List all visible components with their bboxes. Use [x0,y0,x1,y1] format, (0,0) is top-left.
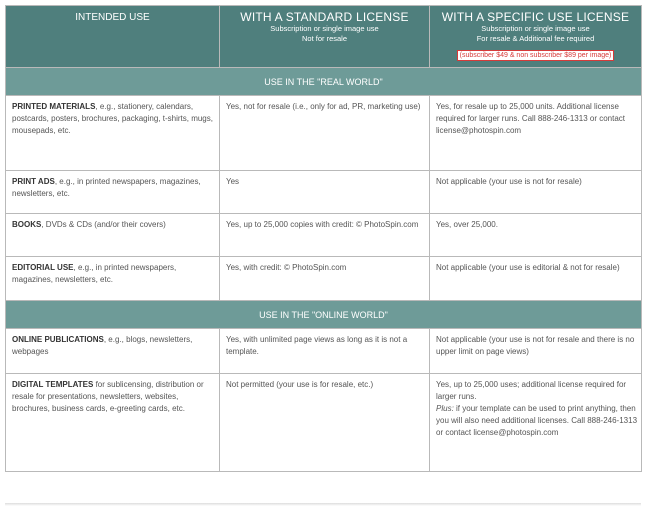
intended-use-cell [6,96,220,171]
use-label: EDITORIAL USE [12,263,74,272]
standard-license-sub1: Subscription or single image use [270,24,379,33]
intended-use-cell [6,171,220,214]
specific-license-title: WITH A SPECIFIC USE LICENSE [441,10,630,24]
specific-license-cell: Not applicable (your use is not for resale) [430,171,642,214]
header-intended-use: INTENDED USE [6,6,220,68]
table-row [6,96,642,171]
license-comparison-table [5,5,642,472]
specific-license-cell: Yes, for resale up to 25,000 units. Additional license required for larger runs. Call 888-246-1313 or contact license@photospin.com [430,96,642,171]
table-row [6,257,642,301]
use-description: for sublicensing, distribution or resale for presentations, newsletters, websites, brochures, business cards, e-greeting cards, etc. [12,380,204,413]
specific-license-price-note: (subscriber $49 & non subscriber $89 per image) [457,50,615,61]
use-description: , DVDs & CDs (and/or their covers) [41,220,166,229]
section-row-online-world [6,301,642,329]
table-bottom-shadow [5,503,641,506]
table-header-row [6,6,642,68]
use-description: , e.g., in printed newspapers, magazines, newsletters, etc. [12,177,201,198]
specific-license-cell: Not applicable (your use is editorial & not for resale) [430,257,642,301]
use-label: DIGITAL TEMPLATES [12,380,94,389]
standard-license-title: WITH A STANDARD LICENSE [240,10,409,24]
intended-use-cell [6,329,220,374]
use-label: PRINTED MATERIALS [12,102,96,111]
section-title-real-world: USE IN THE "REAL WORLD" [6,68,642,96]
standard-license-cell: Yes, up to 25,000 copies with credit: © PhotoSpin.com [220,214,430,257]
standard-license-cell: Yes, not for resale (i.e., only for ad, PR, marketing use) [220,96,430,171]
table-row [6,214,642,257]
specific-license-text-a: Yes, up to 25,000 uses; additional license required for larger runs. [436,380,627,401]
specific-license-sub2: For resale & Additional fee required [476,34,595,43]
table-row [6,329,642,374]
specific-license-text-b: if your template can be used to print anything, then you will also need additional licenses. Call 888-246-1313 or contact license@photospin.com [436,404,638,437]
specific-license-cell: Yes, over 25,000. [430,214,642,257]
table-row [6,374,642,472]
standard-license-cell: Yes, with credit: © PhotoSpin.com [220,257,430,301]
section-title-online-world: USE IN THE "ONLINE WORLD" [6,301,642,329]
standard-license-sub2: Not for resale [301,34,348,43]
specific-license-cell: Not applicable (your use is not for resale and there is no upper limit on page views) [430,329,642,374]
header-standard-license [220,6,430,68]
section-row-real-world [6,68,642,96]
specific-license-sub1: Subscription or single image use [481,24,590,33]
plus-label: Plus: [436,404,454,413]
intended-use-cell [6,374,220,472]
license-comparison-table-container [5,5,641,504]
use-label: BOOKS [12,220,42,229]
use-label: PRINT ADS [12,177,55,186]
standard-license-cell: Yes [220,171,430,214]
intended-use-cell [6,214,220,257]
use-description: , e.g., in printed newspapers, magazines, newsletters, etc. [12,263,177,284]
intended-use-cell [6,257,220,301]
use-label: ONLINE PUBLICATIONS [12,335,104,344]
use-description: , e.g., blogs, newsletters, webpages [12,335,193,356]
standard-license-cell: Not permitted (your use is for resale, etc.) [220,374,430,472]
specific-license-cell [430,374,642,472]
header-specific-use-license [430,6,642,68]
use-description: , e.g., stationery, calendars, postcards, posters, brochures, packaging, t-shirts, mugs, mousepads, etc. [12,102,213,135]
standard-license-cell: Yes, with unlimited page views as long as it is not a template. [220,329,430,374]
table-row [6,171,642,214]
